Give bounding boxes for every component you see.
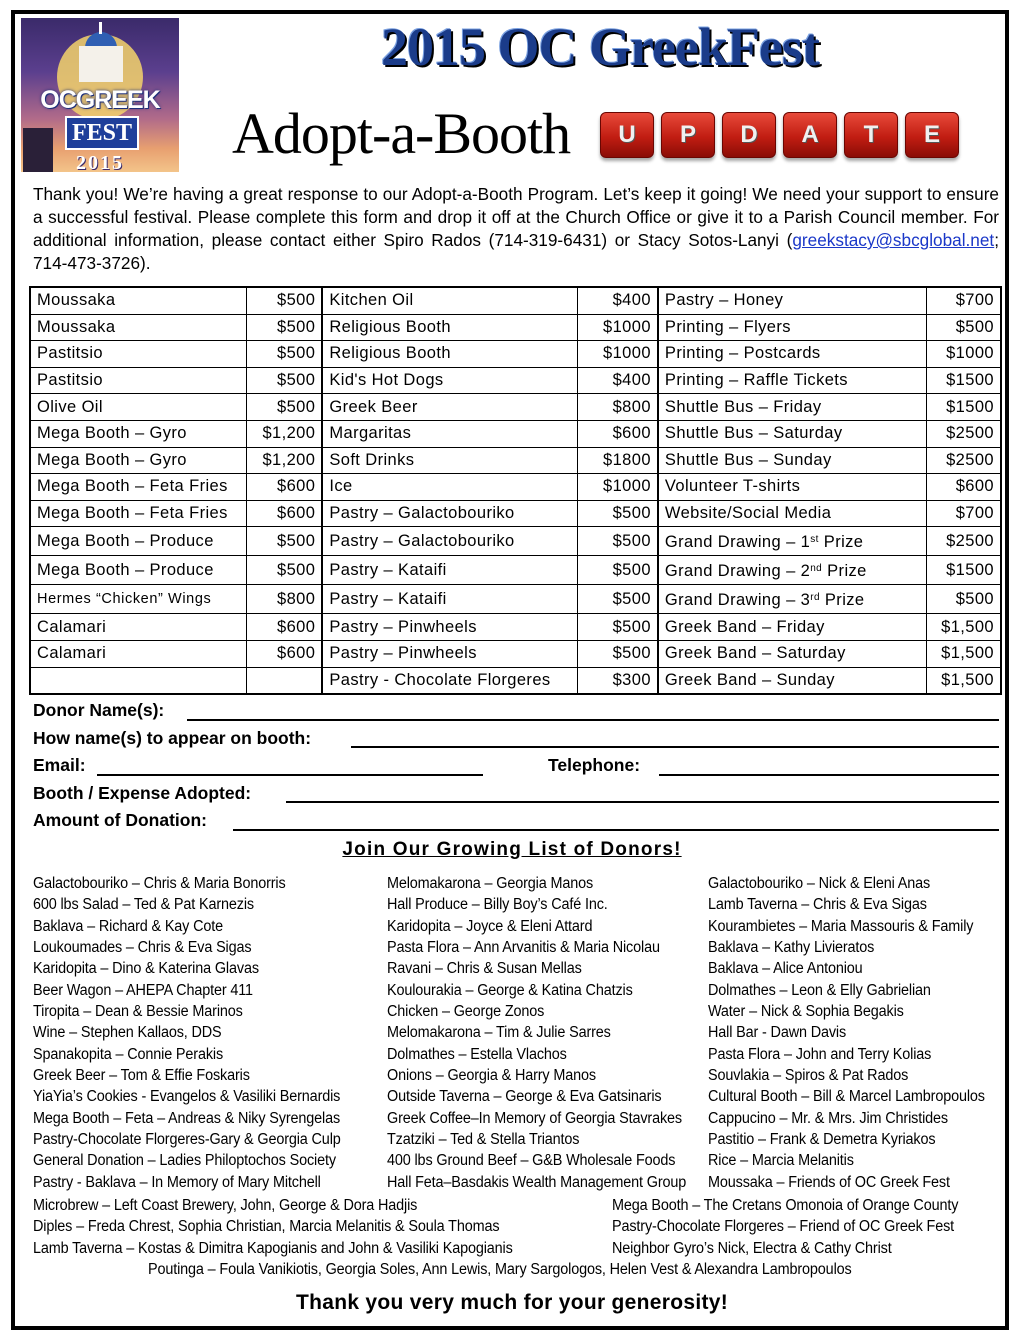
booth-name-cell: Pastitsio [30,341,247,368]
logo-fest-text: FEST [65,116,139,150]
donor-names-label: Donor Name(s): [33,700,165,720]
donor-list-item: Melomakarona – Georgia Manos [387,875,594,892]
donor-list-item: Mega Booth – Feta – Andreas & Niky Syrengelas [33,1109,341,1127]
booth-name-cell: Mega Booth – Gyro [30,447,247,474]
booth-name-suffix: Prize [818,533,864,552]
booth-name-cell: Moussaka [30,287,247,314]
donor-list-item: Ravani – Chris & Susan Mellas [387,960,582,978]
telephone-label: Telephone: [548,755,641,775]
booth-name-cell: Greek Band – Saturday [658,640,927,667]
booth-amount-cell: $1,500 [927,667,1001,694]
update-tile [844,112,898,158]
booth-table-row [30,447,1001,474]
donor-list-item: Neighbor Gyro’s Nick, Electra & Cathy Christ [612,1240,892,1257]
donor-list-item: Koulourakia – George & Katina Chatzis [387,981,633,999]
booth-amount-cell: $500 [577,500,658,527]
donor-list-item: YiaYia’s Cookies - Evangelos & Vasiliki Bernardis [33,1088,341,1106]
booth-amount-cell: $1500 [927,367,1001,394]
update-tile [905,112,959,158]
booth-amount-cell: $2500 [927,527,1001,556]
donor-list-item: Greek Coffee–In Memory of Georgia Stavrakes [387,1109,682,1127]
email-label: Email: [33,755,86,775]
booth-name-cell: Religious Booth [322,341,577,368]
booth-name-cell: Kid's Hot Dogs [322,367,577,394]
booth-name-cell: Mega Booth – Produce [30,527,247,556]
booth-amount-cell: $800 [247,585,322,614]
update-tile [722,112,776,158]
booth-amount-cell: $600 [247,640,322,667]
booth-amount-cell: $500 [577,527,658,556]
donation-amount-label: Amount of Donation: [33,810,207,830]
booth-amount-cell: $1000 [577,314,658,341]
booth-amount-cell: $800 [577,394,658,421]
booth-name-cell: Pastry – Kataifi [322,585,577,614]
booth-amount-cell: $500 [247,314,322,341]
booth-name-cell: Pastry – Pinwheels [322,640,577,667]
update-tile [661,112,715,158]
booth-adopted-label: Booth / Expense Adopted: [33,782,252,803]
donor-list-item: Kourambietes – Maria Massouris & Family [708,917,974,935]
booth-amount-cell: $600 [247,614,322,641]
donor-list-item: Cappucino – Mr. & Mrs. Jim Christides [708,1109,948,1127]
page-title: 2015 OC GreekFest [381,17,819,77]
donor-list-item: Baklava – Alice Antoniou [708,960,863,978]
booth-table-row [30,585,1001,614]
booth-name-cell: Shuttle Bus – Sunday [658,447,927,474]
booth-amount-cell: $600 [927,474,1001,501]
donor-list-item: Tiropita – Dean & Bessie Marinos [33,1003,243,1021]
donor-names-row [33,698,999,726]
booth-amount-cell: $500 [247,287,322,314]
donor-list-item: Cultural Booth – Bill & Marcel Lambropoulos [708,1088,985,1106]
donor-list-item: Microbrew – Left Coast Brewery, John, George & Dora Hadjis [33,1197,418,1214]
booth-name-cell: Printing – Postcards [658,341,927,368]
donor-list-item: Wine – Stephen Kallaos, DDS [33,1024,222,1042]
donor-list-item: Diples – Freda Chrest, Sophia Christian, Marcia Melanitis & Soula Thomas [33,1218,500,1235]
booth-amount-cell: $700 [927,287,1001,314]
booth-amount-cell: $500 [577,614,658,641]
booth-name-cell: Pastry – Galactobouriko [322,527,577,556]
booth-name-cell: Margaritas [322,420,577,447]
donor-list-item: Outside Taverna – George & Eva Gatsinaris [387,1088,662,1106]
donor-list-item: Dolmathes – Leon & Elly Gabrielian [708,981,931,999]
donor-list-item: 400 lbs Ground Beef – G&B Wholesale Foods [387,1152,676,1170]
donor-list-item: 600 lbs Salad – Ted & Pat Karnezis [33,896,254,914]
booth-amount-cell: $600 [247,474,322,501]
update-letter: A [801,121,819,148]
booth-name-text: Grand Drawing – 2 [664,562,811,581]
booth-table-row [30,394,1001,421]
booth-name-cell: Olive Oil [30,394,247,421]
booth-name-cell: Printing – Raffle Tickets [658,367,927,394]
logo-cross-icon [99,22,102,34]
booth-amount-cell: $2500 [927,420,1001,447]
booth-name-cell: Mega Booth – Produce [30,556,247,585]
donor-list-item: Greek Beer – Tom & Effie Foskaris [33,1067,250,1085]
booth-name-cell: Printing – Flyers [658,314,927,341]
booth-table-row [30,474,1001,501]
booth-amount-cell: $500 [247,367,322,394]
booth-name-cell [658,585,927,614]
booth-name-cell: Pastry - Chocolate Florgeres [322,667,577,694]
booth-name-cell: Shuttle Bus – Friday [658,394,927,421]
donor-list-item: Mega Booth – The Cretans Omonoia of Orange County [612,1197,959,1214]
ordinal-suffix: rd [810,592,820,604]
booth-table-row [30,667,1001,694]
donor-list-item: Moussaka – Friends of OC Greek Fest [708,1173,950,1191]
booth-name-cell: Pastry – Pinwheels [322,614,577,641]
donor-list-item: Onions – Georgia & Harry Manos [387,1067,596,1085]
donor-list-item: Hall Bar - Dawn Davis [708,1024,847,1042]
donor-list-item: Pastry-Chocolate Florgeres-Gary & Georgia Culp [33,1131,341,1149]
booth-name-cell [30,667,247,694]
booth-adopted-row [33,781,999,809]
booth-table-row [30,614,1001,641]
booth-name-cell: Greek Band – Sunday [658,667,927,694]
booth-amount-cell: $1,200 [247,420,322,447]
booth-table-row [30,640,1001,667]
donor-list-item: Dolmathes – Estella Vlachos [387,1045,567,1063]
booth-name-cell: Moussaka [30,314,247,341]
donors-heading [0,839,1024,861]
donor-list-item: Chicken – George Zonos [387,1003,545,1021]
booth-name-cell: Religious Booth [322,314,577,341]
email-field[interactable] [97,774,483,776]
donor-list-item: Galactobouriko – Nick & Eleni Anas [708,875,931,892]
booth-name-cell: Pastitsio [30,367,247,394]
appear-name-label: How name(s) to appear on booth: [33,727,312,748]
update-letter: U [618,121,636,148]
contact-row [33,753,999,781]
donor-list-item: Hall Produce – Billy Boy’s Café Inc. [387,896,608,914]
booth-name-suffix: Prize [819,591,865,610]
donor-list-item: Tzatziki – Ted & Stella Triantos [387,1131,580,1149]
donor-list-item: Pastitio – Frank & Demetra Kyriakos [708,1131,936,1149]
booth-amount-cell: $2500 [927,447,1001,474]
booth-name-cell: Mega Booth – Feta Fries [30,474,247,501]
donor-list-item: General Donation – Ladies Philoptochos Society [33,1152,336,1170]
booth-table-row [30,556,1001,585]
donor-list-item: Karidopita – Joyce & Eleni Attard [387,917,593,935]
booth-amount-cell: $500 [577,640,658,667]
booth-table-row [30,287,1001,314]
donation-amount-field[interactable] [233,829,999,831]
appear-name-field[interactable] [351,746,999,748]
donor-list-column-2 [387,873,686,1193]
booth-name-cell: Mega Booth – Gyro [30,420,247,447]
booth-table-row [30,367,1001,394]
appear-name-row [33,726,999,754]
booth-name-cell: Volunteer T-shirts [658,474,927,501]
booth-amount-cell: $500 [927,314,1001,341]
booth-name-cell [658,556,927,585]
update-letter: T [863,121,879,148]
donor-list-item: Lamb Taverna – Kostas & Dimitra Kapogianis and John & Vasiliki Kapogianis [33,1240,513,1257]
donor-list-item: Water – Nick & Sophia Begakis [708,1003,904,1021]
update-letter: P [679,121,696,148]
update-letter: D [740,121,758,148]
booth-name-cell: Pastry – Kataifi [322,556,577,585]
booth-name-cell: Soft Drinks [322,447,577,474]
booth-table-row [30,500,1001,527]
booth-amount-cell: $400 [577,287,658,314]
donor-list-item: Spanakopita – Connie Perakis [33,1045,224,1063]
donor-list-item: Karidopita – Dino & Katerina Glavas [33,960,259,978]
update-tile [783,112,837,158]
logo-year-text: 2015 [76,152,124,172]
booth-amount-cell: $500 [577,585,658,614]
booth-amount-cell: $300 [577,667,658,694]
booth-name-suffix: Prize [822,562,867,581]
donor-list-item: Poutinga – Foula Vanikiotis, Georgia Soles, Ann Lewis, Mary Sargologos, Helen Vest & Alexandra Lambropoulos [148,1261,852,1278]
update-banner [600,104,1006,158]
donor-list-item: Pasta Flora – John and Terry Kolias [708,1045,932,1063]
booth-amount-cell: $1,500 [927,614,1001,641]
intro-text-end: ; 714-473-3726). [33,230,999,273]
booth-name-cell: Calamari [30,614,247,641]
booth-amount-cell: $600 [577,420,658,447]
booth-name-cell: Kitchen Oil [322,287,577,314]
booth-name-cell: Ice [322,474,577,501]
thank-you-footer: Thank you very much for your generosity! [295,1291,729,1314]
donor-list-item: Pastry - Baklava – In Memory of Mary Mitchell [33,1173,321,1191]
donor-list-item: Loukoumades – Chris & Eva Sigas [33,939,252,957]
booth-name-cell: Hermes “Chicken” Wings [30,585,247,614]
booth-amount-cell [247,667,322,694]
logo-oc-greek-text: OCGREEK [40,86,160,114]
booth-amount-cell: $500 [247,527,322,556]
booth-amount-cell: $500 [247,556,322,585]
donor-list-item: Galactobouriko – Chris & Maria Bonorris [33,875,286,892]
booth-amount-cell: $600 [247,500,322,527]
booth-table-row [30,420,1001,447]
booth-amount-cell: $500 [247,341,322,368]
donor-list-item: Melomakarona – Tim & Julie Sarres [387,1024,611,1042]
booth-amount-cell: $1,200 [247,447,322,474]
ordinal-suffix: nd [810,563,823,575]
booth-table-row [30,527,1001,556]
booth-price-table [29,286,1002,695]
donor-list-column-1 [33,873,341,1193]
booth-name-cell: Calamari [30,640,247,667]
booth-name-text: Grand Drawing – 3 [664,591,811,610]
donor-list-item: Lamb Taverna – Chris & Eva Sigas [708,896,927,914]
oc-greekfest-logo [21,18,179,172]
donor-list-item: Beer Wagon – AHEPA Chapter 411 [33,981,253,999]
booth-amount-cell: $1000 [577,341,658,368]
logo-church-building [79,46,123,82]
booth-name-cell: Website/Social Media [658,500,927,527]
donor-names-field[interactable] [187,719,999,721]
booth-amount-cell: $1000 [577,474,658,501]
contact-email-link[interactable]: greekstacy@sbcglobal.net [792,230,995,250]
booth-name-cell: Pastry – Honey [658,287,927,314]
donors-heading-text: Join Our Growing List of Donors! [342,839,682,860]
donation-amount-row [33,808,999,836]
booth-name-cell [658,527,927,556]
donor-list-item: Baklava – Richard & Kay Cote [33,917,223,935]
telephone-field[interactable] [659,774,999,776]
booth-amount-cell: $1500 [927,394,1001,421]
booth-name-cell: Pastry – Galactobouriko [322,500,577,527]
booth-name-cell: Mega Booth – Feta Fries [30,500,247,527]
donor-list-item: Pasta Flora – Ann Arvanitis & Maria Nicolau [387,939,660,957]
booth-amount-cell: $700 [927,500,1001,527]
update-letter: E [923,121,940,148]
booth-name-cell: Greek Beer [322,394,577,421]
page-subtitle: Adopt-a-Booth [232,101,571,166]
booth-amount-cell: $500 [577,556,658,585]
update-tile [600,112,654,158]
donor-list-item: Pastry-Chocolate Florgeres – Friend of OC Greek Fest [612,1218,955,1235]
booth-name-text: Grand Drawing – 1 [664,533,811,552]
booth-name-cell: Greek Band – Friday [658,614,927,641]
booth-amount-cell: $1000 [927,341,1001,368]
booth-table-row [30,314,1001,341]
donation-form [33,698,999,836]
booth-table-row [30,341,1001,368]
booth-adopted-field[interactable] [286,801,999,803]
booth-amount-cell: $500 [927,585,1001,614]
booth-amount-cell: $1,500 [927,640,1001,667]
booth-amount-cell: $500 [247,394,322,421]
ordinal-suffix: st [810,534,819,546]
donor-list-column-3 [708,873,985,1193]
booth-amount-cell: $400 [577,367,658,394]
booth-amount-cell: $1800 [577,447,658,474]
booth-amount-cell: $1500 [927,556,1001,585]
donor-list-item: Baklava – Kathy Livieratos [708,939,875,957]
intro-paragraph [33,183,999,275]
donor-list-item: Souvlakia – Spiros & Pat Rados [708,1067,909,1085]
intro-text: Thank you! We’re having a great response to our Adopt-a-Booth Program. Let’s keep it going! We need your support to ensure a successful festival. Please complete this form and drop it off at the Church Office or give it to a Parish Council member. For additional information, please contact either Spiro Rados (714-319-6431) or Stacy Sotos-Lanyi ( [33,184,999,250]
donor-list-item: Hall Feta–Basdakis Wealth Management Group [387,1173,687,1191]
donor-list-item: Rice – Marcia Melanitis [708,1152,854,1170]
booth-name-cell: Shuttle Bus – Saturday [658,420,927,447]
